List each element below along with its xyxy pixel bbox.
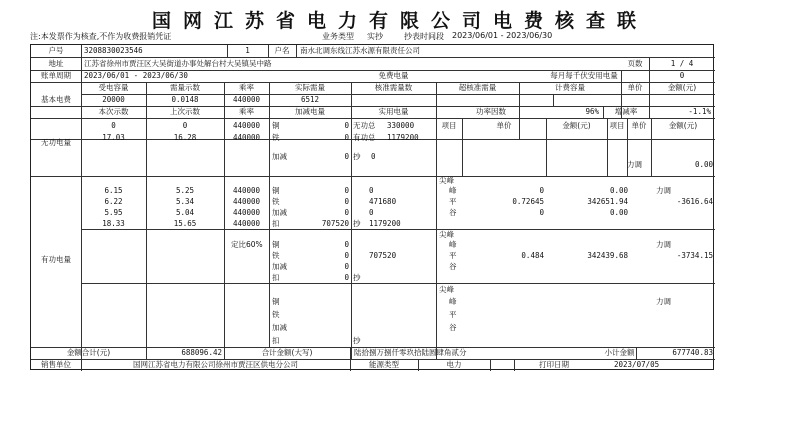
block2-loss-type: 加减 [272, 262, 287, 271]
reactive-previous: 0 [182, 121, 188, 130]
active-multiplier: 440000 [232, 186, 261, 195]
basic-header: 需量示数 [170, 83, 200, 92]
reading-period-label: 抄表时间段 [404, 32, 444, 41]
basic-header: 单价 [627, 83, 643, 92]
subtotal-label: 小计金额 [604, 348, 635, 357]
block2-use: 707520 [369, 251, 397, 260]
block2-loss-type: 扣 [272, 273, 280, 282]
active-adjust: 0 [344, 208, 349, 217]
tou-name: 谷 [449, 208, 457, 217]
basic-value: 20000 [102, 95, 125, 104]
active-previous: 15.65 [173, 219, 197, 228]
active-multiplier: 440000 [232, 208, 261, 217]
address-label: 地址 [48, 59, 64, 68]
total-uppercase-label: 合计金额(大写) [261, 348, 313, 357]
reactive-loss-type: 铁 [272, 133, 280, 142]
power-adjust-value: -3616.64 [676, 197, 713, 206]
seller-value: 国网江苏省电力有限公司徐州市贾汪区供电分公司 [133, 360, 298, 369]
amount-header: 金额(元) [562, 121, 591, 130]
active-previous: 5.25 [175, 186, 195, 195]
active-use: 0 [369, 208, 374, 217]
tou-price: 0 [539, 186, 544, 195]
reactive-adjust: 0 [344, 121, 349, 130]
active-loss-type: 扣 [272, 219, 280, 228]
tou-amount: 0.00 [609, 186, 628, 195]
active-previous: 5.34 [175, 197, 195, 206]
energy-type-value: 电力 [446, 360, 462, 369]
fixed-ratio-label: 定比60% [231, 240, 263, 249]
bill-table [30, 44, 714, 370]
block3-loss-type: 加减 [272, 323, 287, 332]
basic-value: 0.0148 [171, 95, 199, 104]
reactive-use: 330000 [387, 121, 415, 130]
basic-header: 计费容量 [555, 83, 585, 92]
reactive-multiplier: 440000 [232, 133, 261, 142]
item-header: 项目 [441, 121, 457, 130]
reading-header: 加减电量 [295, 107, 325, 116]
active-use: 471680 [369, 197, 397, 206]
tou-name: 峰 [449, 186, 457, 195]
block3-loss-type: 铁 [272, 310, 280, 319]
active-adjust: 0 [344, 197, 349, 206]
active-energy-label: 有功电量 [41, 255, 71, 264]
power-factor-value: 96% [585, 107, 599, 116]
reading-period-value: 2023/06/01 - 2023/06/30 [452, 31, 553, 40]
active-previous: 5.04 [175, 208, 195, 217]
basic-value: 440000 [232, 95, 261, 104]
price-header: 单价 [631, 121, 647, 130]
reading-header: 功率因数 [476, 107, 506, 116]
active-multiplier: 440000 [232, 197, 261, 206]
power-adjust-label: 力调 [656, 240, 671, 249]
tou-amount: 342651.94 [587, 197, 628, 206]
business-type-label: 业务类型 [322, 32, 354, 41]
total-amount-label: 金额合计(元) [66, 348, 111, 357]
reactive-loss-type: 铜 [272, 121, 280, 130]
print-date-value: 2023/07/05 [614, 360, 660, 369]
amount-header: 金额(元) [668, 121, 698, 130]
monthly-usage-label: 每月每千伏安用电量 [550, 71, 618, 80]
basic-header: 受电容量 [98, 83, 129, 92]
energy-type-label: 能源类型 [369, 360, 399, 369]
block3-loss-type: 铜 [272, 297, 280, 306]
tou-name: 尖峰 [439, 230, 454, 239]
active-adjust: 707520 [321, 219, 349, 228]
tou-name: 峰 [449, 297, 457, 306]
reactive-energy-label: 无功电量 [41, 138, 71, 147]
tou-price: 0 [539, 208, 544, 217]
active-use: 1179200 [369, 219, 401, 228]
active-current: 18.33 [102, 219, 125, 228]
reactive-kind: 抄 [353, 152, 361, 161]
active-multiplier: 440000 [232, 219, 261, 228]
price-header: 单价 [496, 121, 512, 130]
tou-name: 谷 [449, 262, 457, 271]
active-kind: 抄 [353, 219, 361, 228]
block2-adjust: 0 [344, 273, 349, 282]
item-header: 项目 [609, 121, 625, 130]
tou-name: 尖峰 [439, 285, 454, 294]
basic-value: 6512 [300, 95, 320, 104]
block3-loss-type: 扣 [272, 336, 280, 345]
total-amount-value: 688096.42 [181, 348, 222, 357]
reactive-current: 0 [111, 121, 116, 130]
tou-name: 平 [449, 310, 457, 319]
reactive-previous: 16.28 [173, 133, 197, 142]
free-energy-label: 免费电量 [378, 71, 409, 80]
reactive-kind: 有功总 [353, 133, 376, 142]
account-no-value: 3208830023546 [84, 46, 143, 55]
subtotal-value: 677740.83 [672, 348, 713, 357]
basic-header: 乘率 [239, 83, 254, 92]
power-adjust-label: 力调 [656, 186, 671, 195]
active-current: 5.95 [104, 208, 123, 217]
reactive-kind: 无功总 [353, 121, 376, 130]
reading-header: 乘率 [239, 107, 254, 116]
pages-value: 1 / 4 [670, 59, 694, 68]
reading-header: 上次示数 [170, 107, 200, 116]
reactive-adjust: 0 [344, 152, 349, 161]
basic-header: 核准需量数 [374, 83, 413, 92]
block2-amount: 342439.68 [587, 251, 628, 260]
active-use: 0 [369, 186, 374, 195]
account-no-label: 户号 [48, 46, 64, 55]
billing-period-value: 2023/06/01 - 2023/06/30 [84, 71, 188, 80]
block2-kind: 抄 [353, 273, 361, 282]
bill-title: 国网江苏省电力有限公司电费核查联 [151, 10, 648, 32]
block2-adjust: 0 [344, 240, 349, 249]
tou-name: 尖峰 [439, 176, 454, 185]
reading-header: 增减率 [614, 107, 638, 116]
account-name-label: 户名 [274, 46, 290, 55]
active-adjust: 0 [344, 186, 349, 195]
notice-text: 注:本发票作为核查,不作为收费报销凭证 [30, 32, 172, 41]
account-name-value: 南水北调东线江苏水源有限责任公司 [300, 46, 420, 55]
basic-header: 实际需量 [295, 83, 325, 92]
reactive-use: 1179200 [387, 133, 419, 142]
block3-kind: 抄 [353, 336, 361, 345]
monthly-usage-value: 0 [679, 71, 685, 80]
reactive-adjust: 0 [344, 133, 349, 142]
tou-name: 峰 [449, 240, 457, 249]
active-loss-type: 加减 [272, 208, 287, 217]
reading-header: 本次示数 [98, 107, 129, 116]
power-adjust-value: -3734.15 [676, 251, 713, 260]
power-adjust-value: 0.00 [694, 160, 713, 169]
tou-amount: 0.00 [609, 208, 628, 217]
block2-adjust: 0 [344, 262, 349, 271]
reading-header: 实用电量 [378, 107, 409, 116]
power-adjust-label: 力调 [627, 160, 642, 169]
reactive-loss-type: 加减 [272, 152, 287, 161]
reactive-current: 17.03 [102, 133, 125, 142]
active-current: 6.22 [104, 197, 123, 206]
basic-fee-label: 基本电费 [41, 95, 71, 104]
pages-label: 页数 [627, 59, 643, 68]
active-loss-type: 铁 [272, 197, 280, 206]
billing-period-label: 账单周期 [41, 71, 71, 80]
block2-loss-type: 铁 [272, 251, 280, 260]
block2-adjust: 0 [344, 251, 349, 260]
block2-price: 0.484 [521, 251, 544, 260]
active-current: 6.15 [104, 186, 123, 195]
business-type-value: 实抄 [367, 32, 383, 41]
power-adjust-label: 力调 [656, 297, 671, 306]
active-loss-type: 铜 [272, 186, 280, 195]
tou-name: 平 [449, 197, 457, 206]
basic-header: 超核准需量 [458, 83, 497, 92]
tou-name: 平 [449, 251, 457, 260]
print-date-label: 打印日期 [539, 360, 569, 369]
tou-name: 谷 [449, 323, 457, 332]
reactive-use: 0 [371, 152, 376, 161]
total-uppercase-value: 陆拾捌万捌仟零玖拾陆圆肆角贰分 [354, 348, 467, 357]
account-index: 1 [245, 46, 250, 55]
tou-price: 0.72645 [512, 197, 544, 206]
basic-header: 金额(元) [667, 83, 697, 92]
block2-loss-type: 铜 [272, 240, 280, 249]
reactive-multiplier: 440000 [232, 121, 261, 130]
address-value: 江苏省徐州市贾汪区大吴街道办事处解台村大吴镇吴中路 [84, 59, 272, 68]
seller-label: 销售单位 [41, 360, 71, 369]
change-rate-value: -1.1% [688, 107, 711, 116]
